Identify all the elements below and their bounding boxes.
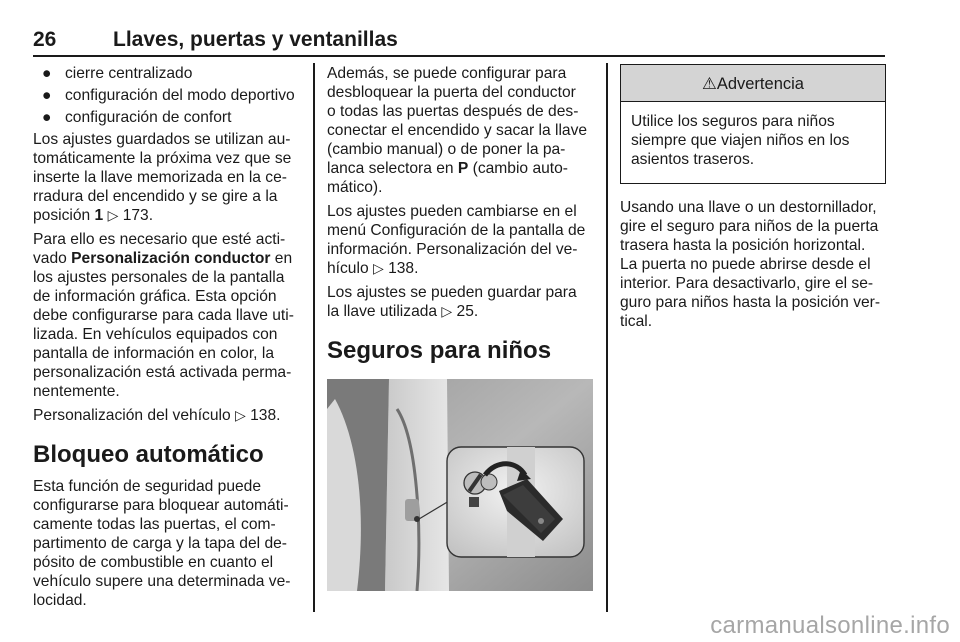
paragraph-automatic-lock: Esta función de seguridad puede configurarse para bloquear automáti- camente todas las puertas, el com- partimento de carga y la tapa del de- pósito de combustible en cuanto el vehículo supere una determinada ve- locidad. [33, 478, 291, 609]
list-item: ● cierre centralizado [42, 65, 193, 82]
column-divider-2 [606, 63, 608, 612]
watermark-text: carmanualsonline.info [710, 612, 950, 639]
page-number: 26 [33, 28, 57, 51]
arrow-reference-icon[interactable]: ▷ [372, 260, 384, 276]
paragraph-activation: Para ello es necesario que esté acti- vado Personalización conductor en los ajustes personales de la pantalla de información gráfica. Esta opción debe configurarse para cada llave uti- lizada. En vehículos equipados con pantalla de información en color, la personalización está activada perma- nentemente. [33, 231, 294, 400]
column-divider-1 [313, 63, 315, 612]
paragraph-save-settings: Los ajustes se pueden guardar para la llave utilizada ▷ 25. [327, 284, 577, 320]
column-1 [33, 64, 299, 615]
paragraph-unlock-config: Además, se puede configurar para desbloquear la puerta del conductor o todas las puertas después de des- conectar el encendido y sacar la llave (cambio manual) o de poner la pa- lanca selectora en P (cambio auto- mático). [327, 65, 588, 196]
page-ref[interactable]: 173. [122, 207, 154, 224]
child-lock-illustration [327, 379, 593, 591]
section-heading-automatic-lock: Bloqueo automático [33, 441, 264, 468]
list-item: ● configuración del modo deportivo [42, 87, 295, 104]
list-item: ● configuración de confort [42, 109, 232, 126]
page-ref[interactable]: 25. [456, 303, 479, 320]
page-ref[interactable]: 138. [388, 260, 419, 277]
column-3 [620, 64, 886, 336]
settings-bullet-list [33, 64, 299, 127]
warning-box [620, 64, 886, 184]
warning-header [621, 65, 885, 102]
bullet-icon: ● [42, 87, 52, 104]
warning-triangle-icon: ⚠ [702, 75, 717, 93]
bullet-icon: ● [42, 65, 52, 82]
paragraph-change-settings: Los ajustes pueden cambiarse en el menú Configuración de la pantalla de información. Personalización del ve- hículo ▷ 138. [327, 203, 586, 277]
header-rule [33, 55, 885, 57]
arrow-reference-icon[interactable]: ▷ [234, 407, 246, 423]
paragraph-vehicle-personalization: Personalización del vehículo ▷ 138. [33, 407, 281, 424]
section-heading-child-locks: Seguros para niños [327, 337, 552, 364]
menu-term: Personalización conductor [71, 250, 271, 267]
paragraph-child-lock-usage: Usando una llave o un destornillador, gire el seguro para niños de la puerta trasera hasta la posición horizontal. La puerta no puede abrirse desde el interior. Para desactivarlo, gire el se- guro para niños hasta la posición ver- tical. [620, 199, 881, 330]
page-ref[interactable]: 138. [250, 407, 281, 424]
arrow-reference-icon[interactable]: ▷ [107, 207, 119, 223]
chapter-title: Llaves, puertas y ventanillas [113, 28, 398, 51]
paragraph-stored-settings: Los ajustes guardados se utilizan au- tomáticamente la próxima vez que se inserte la llave memorizada en la ce- rradura del encendido y se gire a la posición 1 ▷ 173. [33, 131, 292, 224]
warning-text: Utilice los seguros para niños siempre que viajen niños en los asientos traseros. [631, 113, 850, 168]
page-header [33, 28, 885, 52]
arrow-reference-icon[interactable]: ▷ [441, 303, 453, 319]
column-2 [327, 64, 593, 591]
bullet-icon: ● [42, 109, 52, 126]
warning-title: Advertencia [716, 75, 804, 93]
